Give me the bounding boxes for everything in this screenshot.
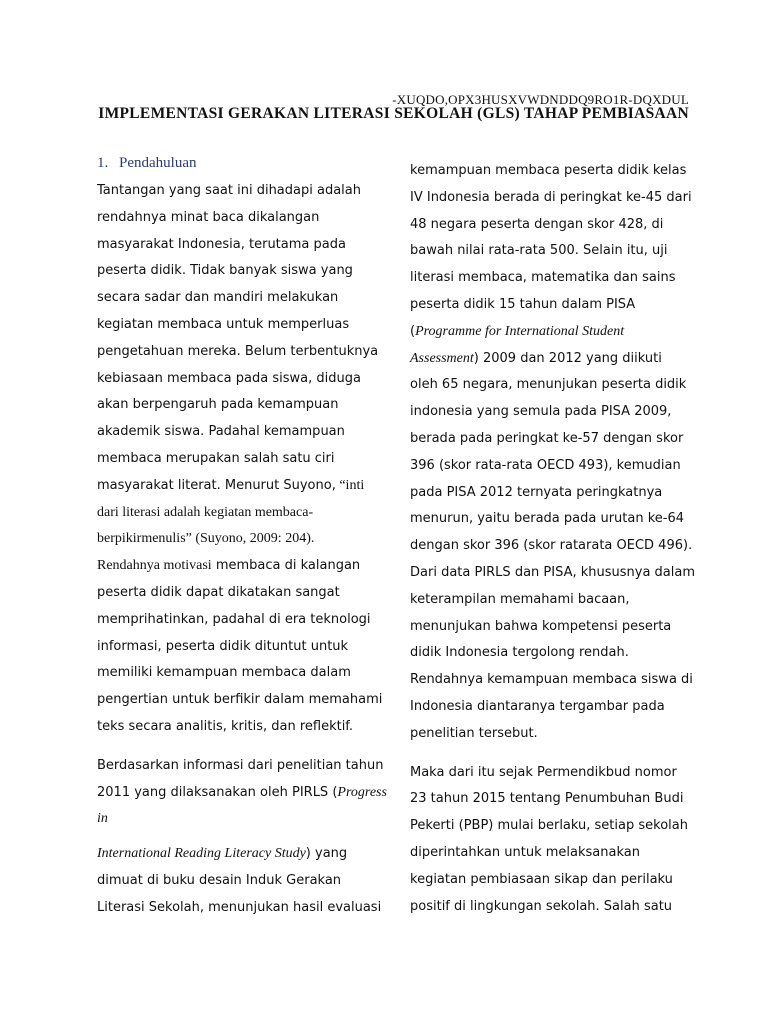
text-line: berada pada peringkat ke-57 dengan skor — [410, 430, 684, 446]
text-line: memprihatinkan, padahal di era teknologi — [97, 611, 371, 627]
text-line — [410, 319, 700, 346]
right-paragraph-1 — [410, 158, 700, 748]
section-title: Pendahuluan — [119, 155, 197, 171]
italic-fragment: Programme for International Student — [415, 323, 625, 339]
text-line: kebiasaan membaca pada siswa, diduga — [97, 370, 361, 386]
quote-line: berpikirmenulis” (Suyono, 2009: 204). — [97, 531, 315, 547]
text-line: penelitian tersebut. — [410, 725, 538, 741]
text-line: pengertian untuk berfikir dalam memahami — [97, 692, 383, 708]
text-fragment: 2011 yang dilaksanakan oleh PIRLS ( — [97, 784, 338, 800]
text-line: Dari data PIRLS dan PISA, khususnya dalam — [410, 564, 696, 580]
left-paragraph-2 — [97, 753, 387, 922]
text-line: Rendahnya kemampuan membaca siswa di — [410, 672, 693, 688]
text-line: secara sadar dan mandiri melakukan — [97, 290, 339, 306]
text-line: bawah nilai rata-rata 500. Selain itu, uji — [410, 243, 668, 259]
text-line: 396 (skor rata-rata OECD 493), kemudian — [410, 457, 681, 473]
right-column — [410, 158, 700, 920]
text-line: masyarakat Indonesia, terutama pada — [97, 236, 346, 252]
text-line: 48 negara peserta dengan skor 428, di — [410, 216, 664, 232]
paragraph-gap — [97, 741, 377, 753]
text-line: Berdasarkan informasi dari penelitian tahun — [97, 757, 384, 773]
italic-line: in — [97, 811, 108, 827]
section-number: 1. — [97, 155, 109, 171]
text-line: keterampilan memahami bacaan, — [410, 591, 630, 607]
text-line: positif di lingkungan sekolah. Salah satu — [410, 898, 673, 914]
text-fragment: ) yang — [305, 846, 348, 862]
text-line: dimuat di buku desain Induk Gerakan — [97, 872, 342, 888]
serif-fragment: Rendahnya motivasi — [97, 558, 212, 574]
text-line: akademik siswa. Padahal kemampuan — [97, 424, 345, 440]
text-fragment: ( — [410, 323, 416, 339]
text-line: menurun, yaitu berada pada urutan ke-64 — [410, 511, 685, 527]
text-line: Tantangan yang saat ini dihadapi adalah — [97, 183, 361, 198]
text-line: Indonesia diantaranya tergambar pada — [410, 698, 665, 714]
text-line: Maka dari itu sejak Permendikbud nomor — [410, 764, 677, 780]
text-line: membaca merupakan salah satu ciri — [97, 450, 335, 466]
text-line: teks secara analitis, kritis, dan reflektif. — [97, 718, 354, 734]
text-line: rendahnya minat baca dikalangan — [97, 209, 320, 225]
text-line: oleh 65 negara, menunjukan peserta didik — [410, 377, 687, 393]
text-line: IV Indonesia berada di peringkat ke-45 dari — [410, 189, 692, 205]
text-line: kemampuan membaca peserta didik kelas — [410, 163, 687, 178]
text-line: pada PISA 2012 ternyata peringkatnya — [410, 484, 663, 500]
text-line: informasi, peserta didik dituntut untuk — [97, 638, 349, 654]
text-line: pengetahuan mereka. Belum terbentuknya — [97, 343, 379, 359]
paragraph-gap — [410, 748, 700, 760]
text-line: memiliki kemampuan membaca dalam — [97, 665, 351, 681]
italic-fragment: International Reading Literacy Study — [97, 846, 306, 862]
text-line — [97, 473, 377, 500]
left-column — [97, 152, 387, 922]
right-paragraph-2 — [410, 760, 700, 921]
text-fragment: ) 2009 dan 2012 yang diikuti — [473, 350, 662, 366]
text-line: kegiatan pembiasaan sikap dan perilaku — [410, 871, 673, 887]
text-line — [410, 346, 700, 373]
text-line: 23 tahun 2015 tentang Penumbuhan Budi — [410, 791, 684, 807]
text-line — [97, 553, 377, 580]
text-fragment: membaca di kalangan — [211, 558, 361, 574]
text-line: akan berpengaruh pada kemampuan — [97, 397, 339, 413]
text-line: menunjukan bahwa kompetensi peserta — [410, 618, 672, 634]
quote-line: dari literasi adalah kegiatan membaca- — [97, 504, 314, 520]
text-line: didik Indonesia tergolong rendah. — [410, 645, 629, 661]
text-line: Literasi Sekolah, menunjukan hasil evaluasi — [97, 899, 382, 915]
section-heading — [97, 152, 377, 174]
text-line: kegiatan membaca untuk memperluas — [97, 316, 350, 332]
text-line: peserta didik 15 tahun dalam PISA — [410, 296, 636, 312]
text-fragment: masyarakat literat. Menurut Suyono, — [97, 477, 336, 493]
text-line: Pekerti (PBP) mulai berlaku, setiap sekolah — [410, 818, 688, 834]
text-line — [97, 780, 387, 807]
document-title: IMPLEMENTASI GERAKAN LITERASI SEKOLAH (GLS) TAHAP PEMBIASAAN — [98, 105, 689, 122]
text-line: peserta didik. Tidak banyak siswa yang — [97, 263, 353, 279]
text-line: peserta didik dapat dikatakan sangat — [97, 584, 340, 600]
garbled-header-line: -XUQDO,OPX3HUSXVWDNDDQ9RO1R-DQXDUL — [392, 92, 689, 107]
text-line: diperintahkan untuk melaksanakan — [410, 844, 640, 860]
text-line: indonesia yang semula pada PISA 2009, — [410, 404, 672, 420]
left-paragraph-1 — [97, 178, 383, 741]
quote-open: “inti — [335, 477, 365, 493]
italic-fragment: Assessment — [410, 350, 474, 366]
italic-fragment: Progress — [337, 784, 387, 800]
text-line: literasi membaca, matematika dan sains — [410, 270, 676, 286]
line-gap — [97, 833, 377, 841]
text-line: dengan skor 396 (skor ratarata OECD 496). — [410, 538, 693, 554]
text-line — [97, 841, 377, 868]
